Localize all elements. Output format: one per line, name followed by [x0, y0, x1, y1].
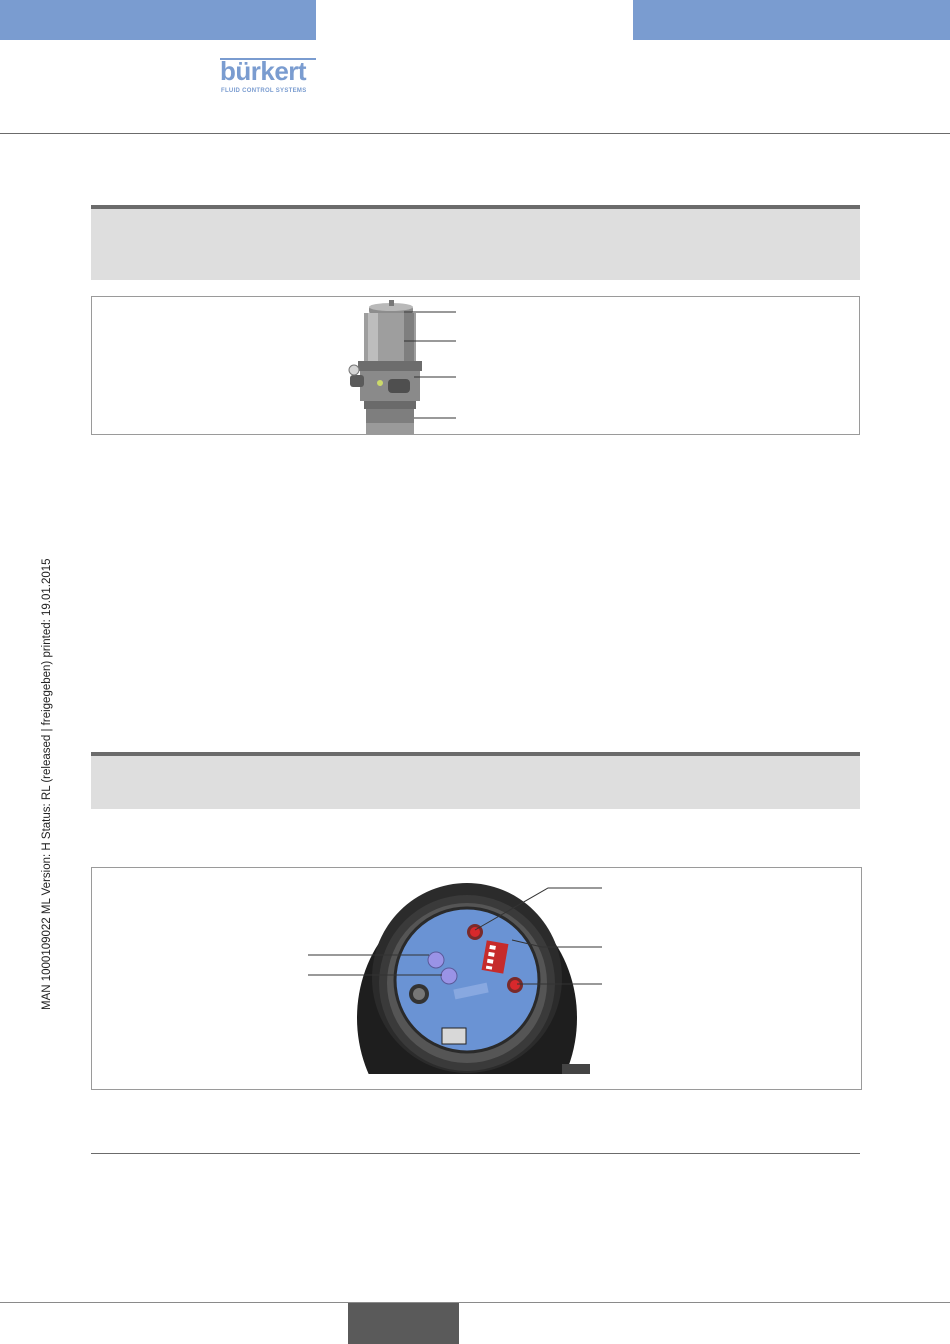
button-icon: [441, 968, 457, 984]
document-status-note: MAN 1000109022 ML Version: H Status: RL (released | freigegeben) printed: 19.01.2015: [41, 558, 53, 1010]
figure-device-side-view: [91, 296, 860, 435]
port-front: [388, 379, 410, 393]
header-bar-right: [633, 0, 950, 40]
device-side-illustration: [92, 297, 860, 435]
device-collar: [358, 361, 422, 371]
figure-device-top-view: [91, 867, 862, 1090]
button-icon: [428, 952, 444, 968]
led-red-icon: [510, 980, 520, 990]
section-heading-band: [91, 205, 860, 280]
device-top-illustration: [92, 868, 862, 1090]
header-divider: [0, 133, 950, 134]
status-led-icon: [377, 380, 383, 386]
port-left: [350, 375, 364, 387]
logo-tagline: FLUID CONTROL SYSTEMS: [221, 88, 307, 94]
latch: [442, 1028, 466, 1044]
logo-wordmark: bürkert: [220, 56, 307, 86]
section-heading-band: [91, 752, 860, 809]
footer-divider: [0, 1302, 950, 1303]
content-divider: [91, 1153, 860, 1154]
header-bar-left: [0, 0, 316, 40]
brand-logo: [220, 56, 320, 96]
page-number-tab: [348, 1303, 459, 1344]
